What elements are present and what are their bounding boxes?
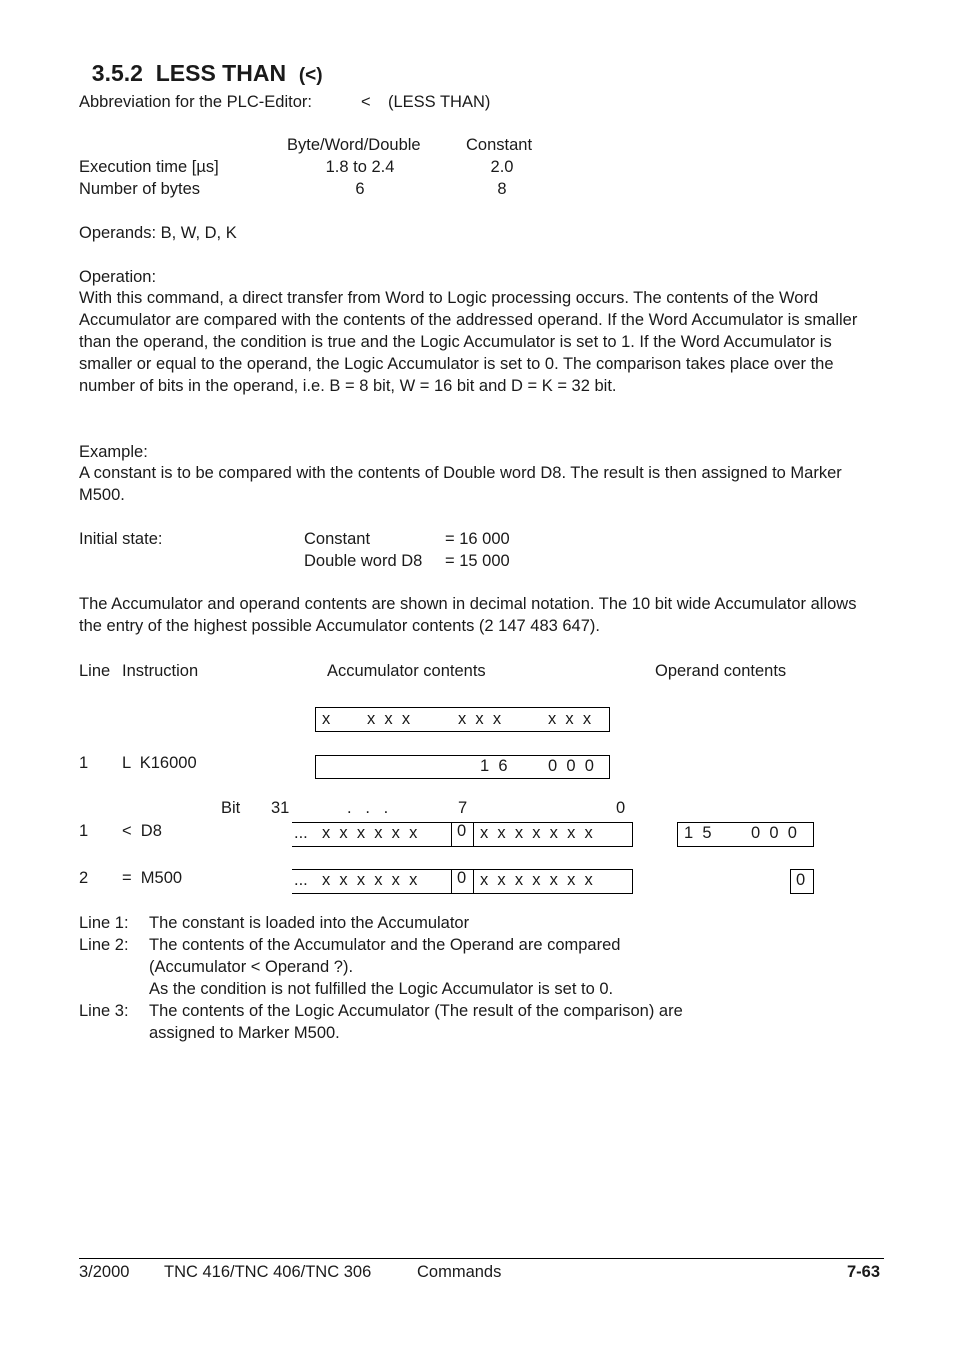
execution-time-constant: 2.0 [490,158,514,176]
diagram-header-accumulator: Accumulator contents [327,662,486,680]
operation-text: With this command, a direct transfer from Word to Logic processing occurs. The contents of the Word Accumulator are compared with the contents of the addressed operand. If the Word Accumulator is smaller than the operand, the condition is true and the Logic Accumulator is set to 1. If the Word Accumulator is smaller or equal to the operand, the Logic Accumulator is set to 0. The comparison takes place over the number of bits in the operand, i.e. B = 8 bit, W = 16 bit and D = K = 32 bit. [79,289,858,395]
row3-high-bits: x x x x x x [322,871,418,889]
bit-7-label: 7 [458,799,468,817]
line-note-2-label: Line 2: [79,936,129,954]
section-heading [79,40,323,87]
column-header-byte-word-double: Byte/Word/Double [287,136,421,154]
row1-line-number: 1 [79,754,89,772]
example-heading: Example: [79,443,148,461]
row2-line-number: 1 [79,822,89,840]
line-note-1-label: Line 1: [79,914,129,932]
digit-group-b: x x x [367,710,411,728]
line-note-2-text-c: As the condition is not fulfilled the Logic Accumulator is set to 0. [149,980,614,998]
example-text: A constant is to be compared with the contents of Double word D8. The result is then assigned to Marker M500. [79,464,842,504]
line-note-3-text-a: The contents of the Logic Accumulator (The result of the comparison) are [149,1002,683,1020]
abbreviation-name: (LESS THAN) [388,93,491,111]
number-of-bytes-bwd: 6 [355,180,365,198]
line-note-1-text: The constant is loaded into the Accumulator [149,914,470,932]
row2-operand-box [677,822,814,847]
initial-state-value-constant: = 16 000 [445,530,510,548]
row-label-execution-time: Execution time [µs] [79,158,219,176]
row3-line-number: 2 [79,869,89,887]
bit-0-label: 0 [616,799,626,817]
diagram-header-line: Line [79,662,111,680]
diagram-header-operand: Operand contents [655,662,787,680]
abbreviation-label: Abbreviation for the PLC-Editor: [79,93,312,111]
row2-prefix: ... [294,824,308,842]
initial-state-label: Initial state: [79,530,163,548]
bit-ellipsis: . . . [347,799,389,817]
operation-heading: Operation: [79,268,157,286]
section-title: LESS THAN [155,60,287,86]
row1-accumulator-box [315,755,610,779]
bit-31-label: 31 [271,799,290,817]
bit-label: Bit [221,799,241,817]
row3-prefix: ... [294,871,308,889]
execution-time-bwd: 1.8 to 2.4 [325,158,395,176]
row3-operand-value: 0 [796,871,806,889]
line-note-3-text-b: assigned to Marker M500. [149,1024,340,1042]
line-note-3-label: Line 3: [79,1002,129,1020]
footer-section: Commands [417,1263,502,1281]
line-note-2-text-a: The contents of the Accumulator and the Operand are compared [149,936,621,954]
initial-state-value-d8: = 15 000 [445,552,510,570]
digit-group-box [315,707,610,732]
row1-instruction: L K16000 [122,754,197,772]
diagram-header-instruction: Instruction [122,662,199,680]
notation-note: The Accumulator and operand contents are shown in decimal notation. The 10 bit wide Accumulator allows the entry of the highest possible Accumulator contents (2 147 483 647). [79,595,857,635]
footer-date: 3/2000 [79,1263,130,1281]
row2-low-bits: x x x x x x x [480,824,593,842]
digit-group-c: x x x [458,710,502,728]
column-header-constant: Constant [466,136,533,154]
number-of-bytes-constant: 8 [497,180,507,198]
row2-operand-group1: 1 5 [684,824,712,842]
row2-instruction: < D8 [122,822,162,840]
digit-group-a: x [322,710,331,728]
footer-model: TNC 416/TNC 406/TNC 306 [164,1263,372,1281]
row2-operand-group2: 0 0 0 [751,824,797,842]
abbreviation-symbol: < [361,93,371,111]
row1-value-group1: 1 6 [480,757,508,775]
initial-state-name-constant: Constant [304,530,371,548]
row2-high-bits: x x x x x x [322,824,418,842]
row3-operand-box [790,869,814,894]
row2-bit7: 0 [457,822,467,840]
section-number: 3.5.2 [91,60,143,86]
row-label-number-of-bytes: Number of bytes [79,180,201,198]
operands-line: Operands: B, W, D, K [79,224,237,242]
section-symbol: (<) [298,65,323,86]
row3-instruction: = M500 [122,869,183,887]
page-number: 7-63 [846,1263,880,1281]
footer-rule [79,1258,884,1259]
row1-value-group2: 0 0 0 [548,757,594,775]
row3-low-bits: x x x x x x x [480,871,593,889]
initial-state-name-d8: Double word D8 [304,552,423,570]
line-note-2-text-b: (Accumulator < Operand ?). [149,958,354,976]
row3-bit7: 0 [457,869,467,887]
digit-group-d: x x x [548,710,592,728]
